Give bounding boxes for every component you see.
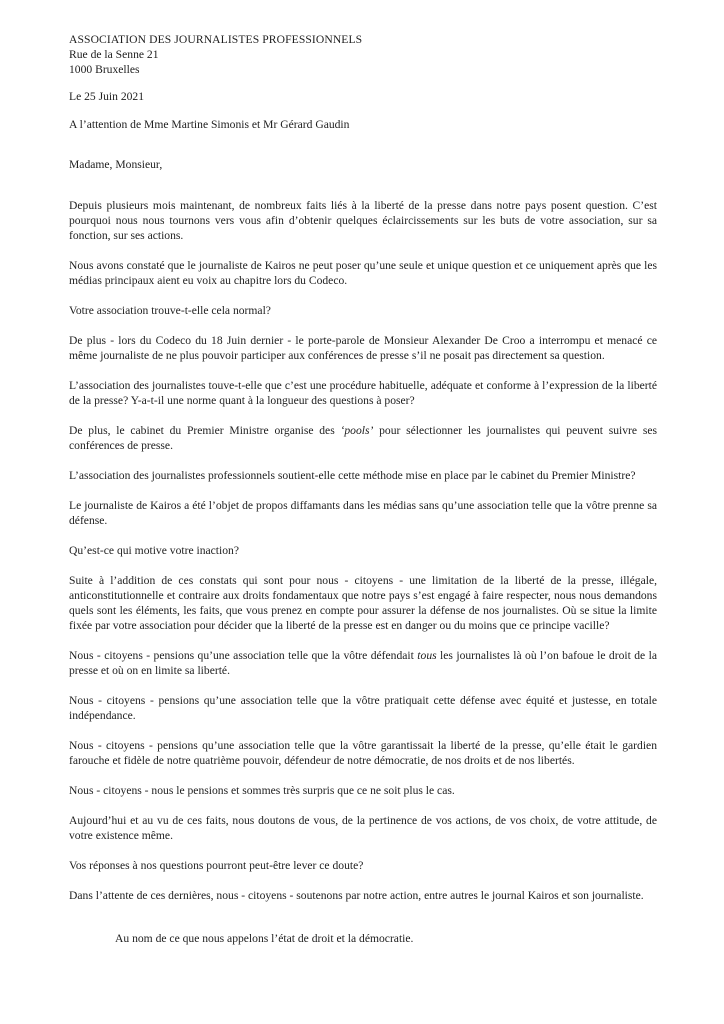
sender-city: 1000 Bruxelles <box>69 63 140 76</box>
letter-date: Le 25 Juin 2021 <box>69 90 145 103</box>
paragraph-intro: Depuis plusieurs mois maintenant, de nombreux faits liés à la liberté de la presse dans notre pays posent question. C’est pourquoi nous nous tournons vers vous afin d’obtenir quelques éclaircissements sur les buts de votre association, sur sa fonction, sur ses actions. <box>69 199 657 242</box>
paragraph-pools <box>69 423 657 453</box>
paragraph-method-question: L’association des journalistes professionnels soutient-elle cette méthode mise en place par le cabinet du Premier Ministre? <box>69 469 636 482</box>
paragraph-inaction-question: Qu’est-ce qui motive votre inaction? <box>69 544 239 557</box>
letter-body <box>69 32 657 903</box>
paragraph-codeco: De plus - lors du Codeco du 18 Juin dernier - le porte-parole de Monsieur Alexander De Croo a interrompu et menacé ce même journaliste de ne plus pouvoir participer aux conférences de presse s’il ne posait pas directement sa question. <box>69 334 657 362</box>
paragraph-defend-all <box>69 648 657 678</box>
pools-text-before: De plus, le cabinet du Premier Ministre organise des <box>69 424 341 437</box>
paragraph-normal-question: Votre association trouve-t-elle cela normal? <box>69 304 271 317</box>
closing-line: Au nom de ce que nous appelons l’état de droit et la démocratie. <box>115 932 414 945</box>
paragraph-surprise: Nous - citoyens - nous le pensions et sommes très surpris que ce ne soit plus le cas. <box>69 784 455 797</box>
sender-street: Rue de la Senne 21 <box>69 48 159 61</box>
paragraph-guarantee: Nous - citoyens - pensions qu’une association telle que la vôtre garantissait la liberté de la presse, qu’elle était le gardien farouche et fidèle de notre quatrième pouvoir, défendeur de notre démocratie, de nos droits et de nos libertés. <box>69 739 657 767</box>
paragraph-kairos-question: Nous avons constaté que le journaliste de Kairos ne peut poser qu’une seule et unique question et ce uniquement après que les médias principaux aient eu voix au chapitre lors du Codeco. <box>69 259 657 287</box>
attention-line: A l’attention de Mme Martine Simonis et Mr Gérard Gaudin <box>69 118 350 131</box>
paragraph-limitation: Suite à l’addition de ces constats qui sont pour nous - citoyens - une limitation de la liberté de la presse, illégale, anticonstitutionnelle et contraire aux droits fondamentaux que notre pays s’est engagé à faire respecter, nous nous demandons quels sont les éléments, les faits, que vous prenez en compte pour assurer la défense de nos journalistes. Où se situe la limite fixée par votre association pour décider que la liberté de la presse est en danger ou du moins que ce principe vacille? <box>69 574 657 632</box>
pools-emphasis: ‘pools’ <box>340 424 374 437</box>
sender-block <box>69 32 657 77</box>
paragraph-support: Dans l’attente de ces dernières, nous - citoyens - soutenons par notre action, entre autres le journal Kairos et son journaliste. <box>69 889 644 902</box>
paragraph-defamation: Le journaliste de Kairos a été l’objet de propos diffamants dans les médias sans qu’une association telle que la vôtre prenne sa défense. <box>69 499 657 527</box>
paragraph-procedure-question: L’association des journalistes touve-t-elle que c’est une procédure habituelle, adéquate et conforme à l’expression de la liberté de la presse? Y-a-t-il une norme quant à la longueur des questions à poser? <box>69 379 657 407</box>
sender-name: ASSOCIATION DES JOURNALISTES PROFESSIONNELS <box>69 33 363 46</box>
defend-text-after: les journalistes là où l’on bafoue le droit de la presse et où on en limite sa liberté. <box>69 649 657 677</box>
paragraph-answers: Vos réponses à nos questions pourront peut-être lever ce doute? <box>69 859 364 872</box>
tous-emphasis: tous <box>417 649 437 662</box>
salutation: Madame, Monsieur, <box>69 158 163 171</box>
defend-text-before: Nous - citoyens - pensions qu’une association telle que la vôtre défendait <box>69 649 418 662</box>
paragraph-equity: Nous - citoyens - pensions qu’une association telle que la vôtre pratiquait cette défense avec équité et justesse, en totale indépendance. <box>69 694 657 722</box>
paragraph-doubt: Aujourd’hui et au vu de ces faits, nous doutons de vous, de la pertinence de vos actions, de vos choix, de votre attitude, de votre existence même. <box>69 814 657 842</box>
pools-text-after: pour sélectionner les journalistes qui peuvent suivre ses conférences de presse. <box>69 424 657 452</box>
